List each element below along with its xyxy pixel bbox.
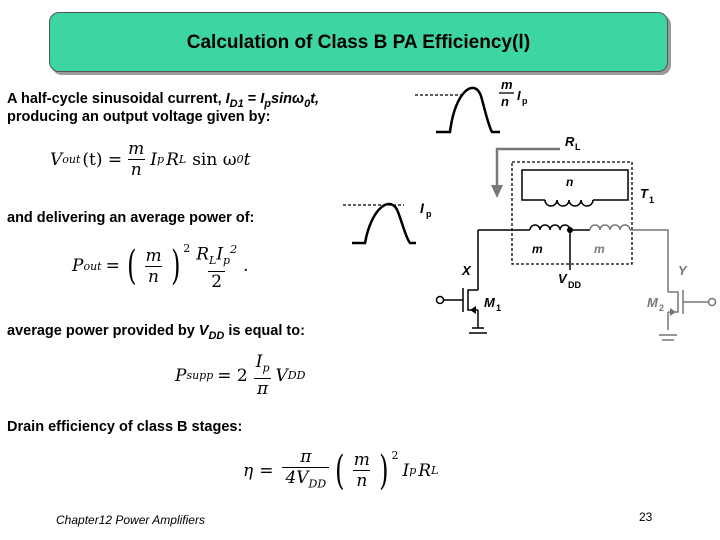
psupp-ip: I <box>255 352 263 372</box>
eta-left-paren: ( <box>335 447 345 494</box>
vout-frac-num: m <box>128 139 145 159</box>
pout-exponent: 2 <box>183 242 191 255</box>
pout-frac-num: m <box>145 245 162 266</box>
power-text: and delivering an average power of: <box>7 210 255 226</box>
eta-4vdd-sub: DD <box>308 477 327 491</box>
top-waveform <box>415 77 528 132</box>
m1-arrow <box>470 306 476 314</box>
intro-id-symbol: I <box>225 91 230 107</box>
vout-omega-sub: 0 <box>236 153 244 166</box>
n-label: n <box>566 175 574 189</box>
pout-dot: . <box>243 256 249 277</box>
vdd-label: V <box>558 271 567 286</box>
rl-loop <box>522 170 628 206</box>
eta-rl-sub: L <box>431 464 439 478</box>
footer-chapter: Chapter12 Power Amplifiers <box>56 513 205 527</box>
psupp-sub: supp <box>186 369 214 383</box>
eta-equals: = <box>259 460 274 481</box>
m1-label: M <box>484 295 495 310</box>
psupp-vdd: V <box>275 365 288 386</box>
drain-text: Drain efficiency of class B stages: <box>7 419 243 435</box>
vout-sin: sin ω <box>192 149 237 170</box>
supply-vdd: V <box>198 323 209 339</box>
vout-v: V <box>50 149 63 170</box>
vout-rl: R <box>166 149 179 170</box>
pout-p: P <box>72 256 84 277</box>
intro-t: t, <box>310 91 320 107</box>
eta-ip-sub: p <box>409 464 417 478</box>
rl-label: R <box>565 134 575 149</box>
vout-rl-sub: L <box>178 153 187 166</box>
m1-transistor <box>443 230 487 333</box>
intro-equals: = <box>243 91 261 107</box>
pout-frac-den: n <box>145 266 162 287</box>
pout-rl: R <box>196 244 209 265</box>
primary-right-coil <box>590 225 668 292</box>
intro-ip-sub: p <box>264 97 272 110</box>
x-label: X <box>462 263 471 278</box>
supply-vdd-sub: DD <box>208 329 225 342</box>
pout-rl-sub: L <box>209 254 217 268</box>
m2-arrow <box>670 308 676 316</box>
intro-text: A half-cycle sinusoidal current, <box>7 91 226 107</box>
eta-right-paren: ) <box>379 447 389 494</box>
m1-gate-terminal <box>437 297 444 304</box>
vout-sub: out <box>62 153 81 166</box>
mid-waveform <box>343 200 432 243</box>
m1-label-sub: 1 <box>496 303 502 313</box>
psupp-frac-den: π <box>254 378 271 399</box>
vdd-label-sub: DD <box>568 280 581 290</box>
eta-exponent: 2 <box>391 449 399 462</box>
top-label-ip: I <box>517 88 521 103</box>
psupp-p: P <box>175 365 187 386</box>
page-number: 23 <box>639 510 653 524</box>
vout-arg: (t) = <box>82 149 123 170</box>
slide-title: Calculation of Class B PA Efficiency(Ⅰ) <box>186 31 531 53</box>
t1-label: T <box>640 186 648 201</box>
top-label-n: n <box>501 94 509 109</box>
primary-left-coil <box>478 225 590 230</box>
top-label-m: m <box>501 77 513 92</box>
pout-equals: = <box>105 256 120 277</box>
psupp-ip-sub: p <box>262 361 270 375</box>
vout-ip: I <box>150 149 158 170</box>
eta-ip: I <box>402 460 410 481</box>
right-paren: ) <box>170 243 181 290</box>
pout-ip-sup: 2 <box>230 243 238 256</box>
pout-ip-sub: p <box>223 254 231 268</box>
intro-ip-symbol: I <box>260 91 265 107</box>
vout-ip-sub: p <box>157 153 165 166</box>
mid-label-ip: I <box>420 200 424 216</box>
y-label: Y <box>678 263 687 278</box>
psupp-vdd-sub: DD <box>287 369 306 383</box>
m2-label: M <box>647 295 658 310</box>
left-paren: ( <box>126 243 137 290</box>
eta-frac2-den: n <box>353 470 370 491</box>
vout-t: t <box>243 149 251 170</box>
pout-sub: out <box>83 259 102 273</box>
psupp-equals: = 2 <box>217 365 248 386</box>
intro-line-2: producing an output voltage given by: <box>7 109 271 125</box>
m-right-label: m <box>594 242 605 256</box>
rl-label-sub: L <box>575 142 581 152</box>
t1-label-sub: 1 <box>649 195 655 205</box>
supply-text-a: average power provided by <box>7 323 199 339</box>
pout-ip: I <box>216 244 224 265</box>
m-left-label: m <box>532 242 543 256</box>
mid-label-ip-sub: p <box>426 209 432 219</box>
intro-id-sub: D1 <box>229 97 244 110</box>
eta-frac2-num: m <box>353 450 370 471</box>
eta-4vdd: 4V <box>285 468 309 488</box>
eta-frac1-num: π <box>300 447 312 467</box>
intro-sin: sinω <box>271 91 305 107</box>
eta-rl: R <box>418 460 432 481</box>
eta-symbol: η <box>243 460 254 481</box>
top-label-ip-sub: p <box>522 96 528 106</box>
supply-text-b: is equal to: <box>224 323 305 339</box>
m2-transistor <box>659 290 708 340</box>
m2-gate-terminal <box>709 299 716 306</box>
m2-label-sub: 2 <box>659 303 665 313</box>
intro-omega-sub: 0 <box>304 97 311 110</box>
pout-frac2-den: 2 <box>208 271 225 292</box>
vout-frac-den: n <box>128 159 145 180</box>
